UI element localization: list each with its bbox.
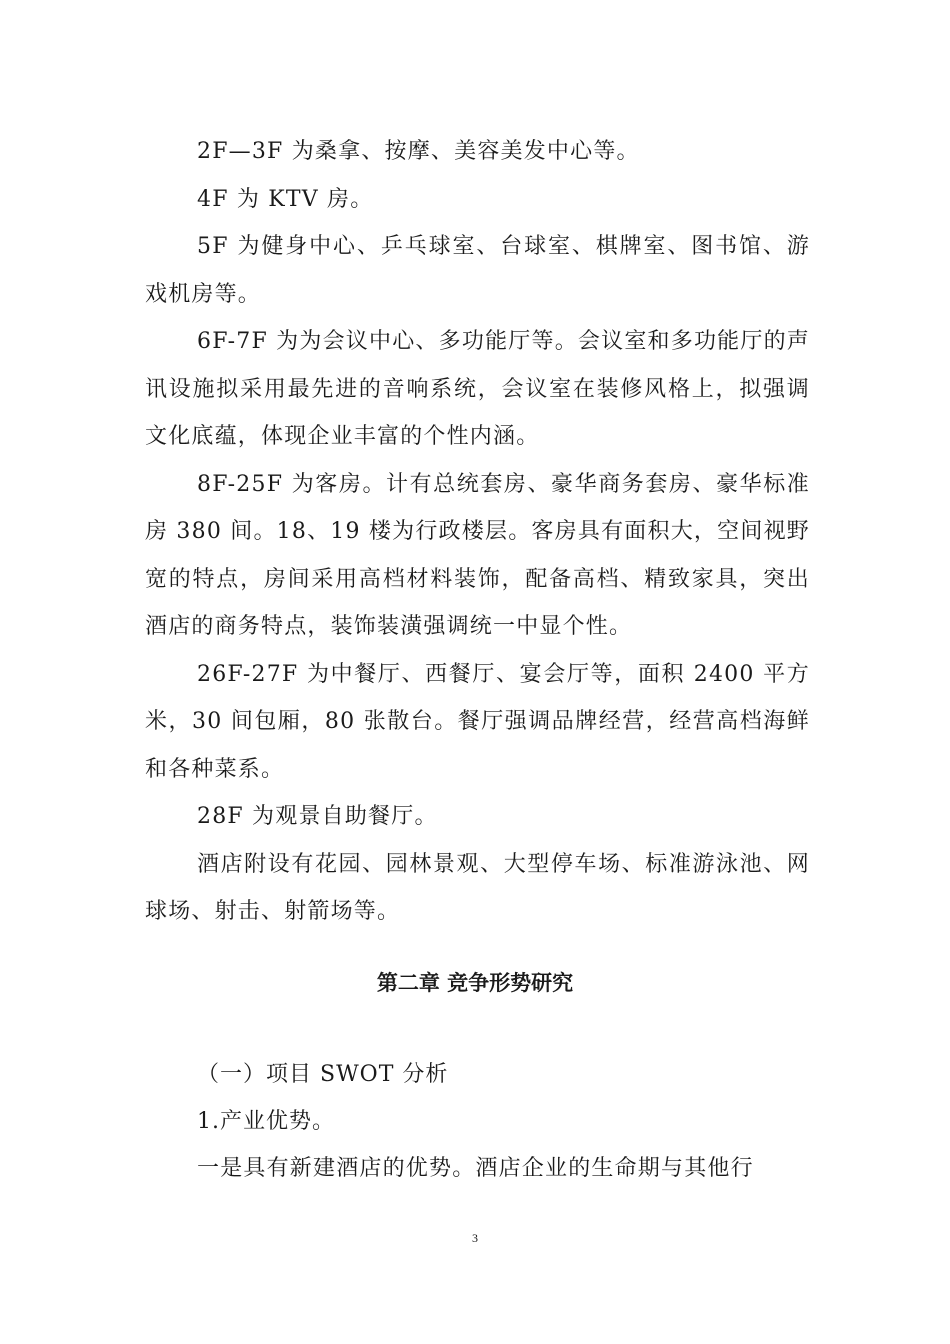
paragraph-floor-6-7: 6F-7F 为为会议中心、多功能厅等。会议室和多功能厅的声讯设施拟采用最先进的音响系统，会议室在装修风格上，拟强调文化底蕴，体现企业丰富的个性内涵。	[145, 329, 810, 449]
paragraph-floor-2-3: 2F—3F 为桑拿、按摩、美容美发中心等。	[197, 139, 640, 164]
subsection-heading: 1.产业优势。	[197, 1109, 335, 1134]
section-heading: （一）项目 SWOT 分析	[197, 1062, 449, 1087]
page-number: 3	[472, 1231, 478, 1245]
body-text	[145, 128, 810, 936]
paragraph-facilities: 酒店附设有花园、园林景观、大型停车场、标准游泳池、网球场、射击、射箭场等。	[145, 851, 810, 924]
paragraph-floor-26-27: 26F-27F 为中餐厅、西餐厅、宴会厅等，面积 2400 平方米，30 间包厢，80 张散台。餐厅强调品牌经营，经营高档海鲜和各种菜系。	[145, 661, 810, 782]
paragraph-floor-5: 5F 为健身中心、乒乓球室、台球室、棋牌室、图书馆、游戏机房等。	[145, 234, 810, 307]
paragraph-floor-4: 4F 为 KTV 房。	[197, 186, 374, 212]
paragraph-new-hotel-advantage: 一是具有新建酒店的优势。酒店企业的生命期与其他行	[197, 1156, 754, 1181]
chapter-heading: 第二章 竞争形势研究	[376, 971, 574, 995]
paragraph-floor-28: 28F 为观景自助餐厅。	[197, 804, 438, 829]
paragraph-floor-8-25: 8F-25F 为客房。计有总统套房、豪华商务套房、豪华标准房 380 间。18、19 楼为行政楼层。客房具有面积大，空间视野宽的特点，房间采用高档材料装饰，配备高档、精致家具，突出酒店的商务特点，装饰装潢强调统一中显个性。	[145, 471, 810, 639]
section-block	[145, 1051, 810, 1192]
